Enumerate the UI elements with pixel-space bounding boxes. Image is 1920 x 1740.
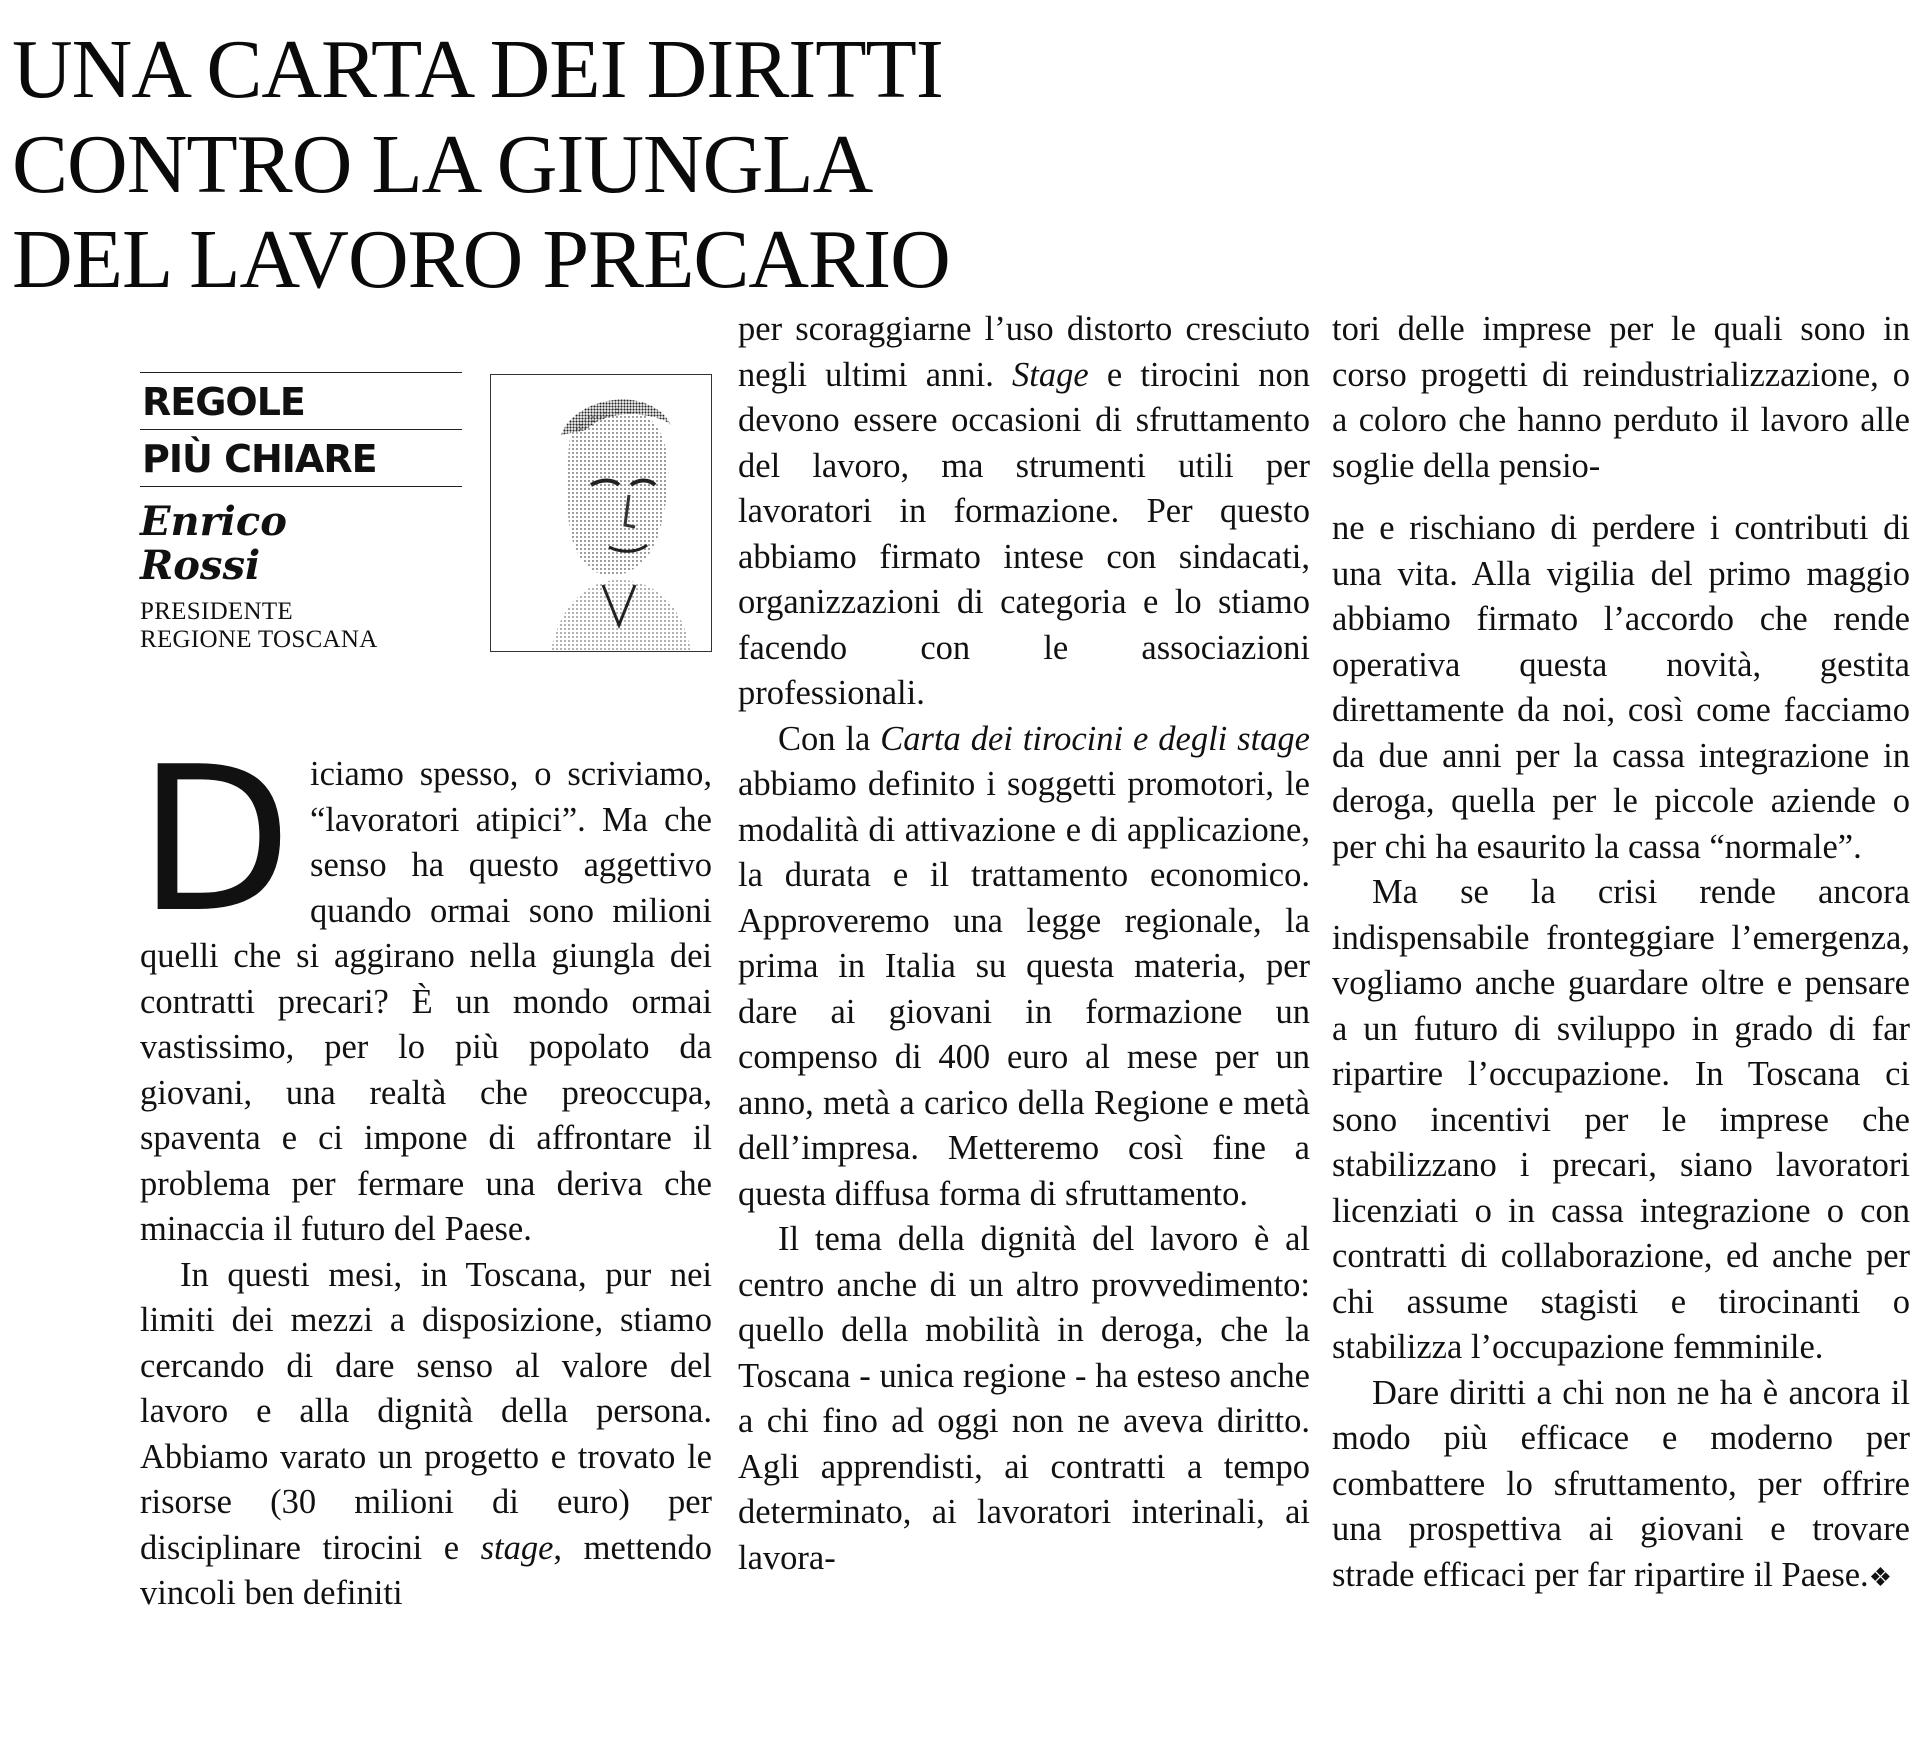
drop-cap: D — [138, 724, 293, 957]
author-role — [140, 598, 378, 654]
author-first-name: Enrico — [140, 498, 287, 545]
headline-line-1: UNA CARTA DEI DIRITTI — [12, 23, 943, 116]
article-column-2 — [738, 307, 1310, 1581]
headline-line-3: DEL LAVORO PRECARIO — [12, 213, 950, 306]
author-portrait-icon — [491, 375, 711, 651]
kicker-rule-top — [140, 372, 462, 373]
paragraph-1-text: iciamo spesso, o scriviamo, “lavoratori atipici”. Ma che senso ha questo aggettivo quando ormai sono milioni quelli che si aggirano nella giungla dei contratti precari? È un mondo ormai vastissimo, per lo più popolato da giovani, una realtà che preoccupa, spaventa e ci impone di affrontare il problema per fermare una deriva che minaccia il futuro del Paese. — [140, 755, 712, 1248]
paragraph-4-text-b: abbiamo definito i soggetti promotori, le modalità di attivazione e di applicazione, la durata e il trattamento economico. Approveremo una legge regionale, la prima in Italia su questa materia, per dare ai giovani in formazione un compenso di 400 euro al mese per un anno, metà a carico della Regione e metà dell’impresa. Metteremo così fine a questa diffusa forma di sfruttamento. — [738, 765, 1310, 1213]
paragraph-4-italic: Carta dei tirocini e degli stage — [880, 719, 1310, 758]
paragraph-3-text-a: per scoraggiarne l’uso distorto cresciuto negli ultimi anni. — [738, 310, 1310, 394]
column-gap — [1332, 489, 1910, 506]
paragraph-2-text-b: , mettendo vincoli ben definiti — [140, 1528, 712, 1612]
author-last-name: Rossi — [140, 542, 261, 589]
article-column-1 — [138, 724, 712, 1617]
kicker-line-1: REGOLE — [142, 380, 305, 424]
paragraph-5-continued-a: tori delle imprese per le quali sono in corso progetti di reindustrializzazione, o a coloro che hanno perduto il lavoro alle soglie della pensio- — [1332, 310, 1910, 485]
paragraph-2-italic: stage — [480, 1528, 554, 1567]
paragraph-2-text-a: In questi mesi, in Toscana, pur nei limiti dei mezzi a disposizione, stiamo cercando di dare senso al valore del lavoro e alla dignità della persona. Abbiamo varato un progetto e trovato le risorse (30 milioni di euro) per disciplinare tirocini e — [140, 1255, 712, 1567]
end-mark-icon: ❖ — [1868, 1562, 1892, 1592]
paragraph-6: Ma se la crisi rende ancora indispensabile fronteggiare l’emergenza, vogliamo anche guardare oltre e pensare a un futuro di sviluppo in grado di far ripartire l’occupazione. In Toscana ci sono incentivi per le imprese che stabilizzano i precari, siano lavoratori licenziati o in cassa integrazione o con contratti di collaborazione, ed anche per chi assume stagisti e tirocinanti o stabilizza l’occupazione femminile. — [1332, 873, 1910, 1366]
author-photo — [490, 374, 712, 652]
headline — [12, 22, 1022, 307]
author-name — [140, 500, 287, 588]
author-role-line-1: PRESIDENTE — [140, 598, 293, 625]
paragraph-3-italic: Stage — [1012, 355, 1089, 394]
paragraph-3 — [738, 307, 1310, 717]
paragraph-3-text-b: e tirocini non devono essere occasioni di sfruttamento del lavoro, ma strumenti utili per lavoratori in formazione. Per questo abbiamo firmato intese con sindacati, organizzazioni di categoria e lo stiamo facendo con le associazioni professionali. — [738, 355, 1310, 712]
paragraph-2 — [140, 1253, 712, 1617]
headline-line-2: CONTRO LA GIUNGLA — [12, 118, 873, 211]
article-column-3 — [1332, 307, 1910, 1600]
paragraph-7 — [1332, 1371, 1910, 1601]
kicker-rule-bottom — [140, 486, 462, 487]
paragraph-5: Il tema della dignità del lavoro è al centro anche di un altro provvedimento: quello della mobilità in deroga, che la Toscana - unica regione - ha esteso anche a chi fino ad oggi non ne aveva diritto. Agli apprendisti, ai contratti a tempo determinato, ai lavoratori interinali, ai lavora- — [738, 1220, 1310, 1577]
kicker-box — [140, 372, 462, 487]
paragraph-4 — [738, 717, 1310, 1218]
kicker-line-2: PIÙ CHIARE — [142, 437, 377, 481]
paragraph-1 — [138, 724, 712, 1253]
kicker-rule-middle — [140, 429, 462, 430]
paragraph-7-text: Dare diritti a chi non ne ha è ancora il modo più efficace e moderno per combattere lo sfruttamento, per offrire una prospettiva ai giovani e trovare strade efficaci per far ripartire il Paese. — [1332, 1373, 1910, 1594]
paragraph-4-text-a: Con la — [778, 719, 881, 758]
author-role-line-2: REGIONE TOSCANA — [140, 626, 378, 653]
paragraph-5-continued-b: ne e rischiano di perdere i contributi di una vita. Alla vigilia del primo maggio abbiamo firmato l’accordo che rende operativa questa novità, gestita direttamente da noi, così come facciamo da due anni per la cassa integrazione in deroga, quella per le piccole aziende o per chi ha esaurito la cassa “normale”. — [1332, 509, 1910, 866]
